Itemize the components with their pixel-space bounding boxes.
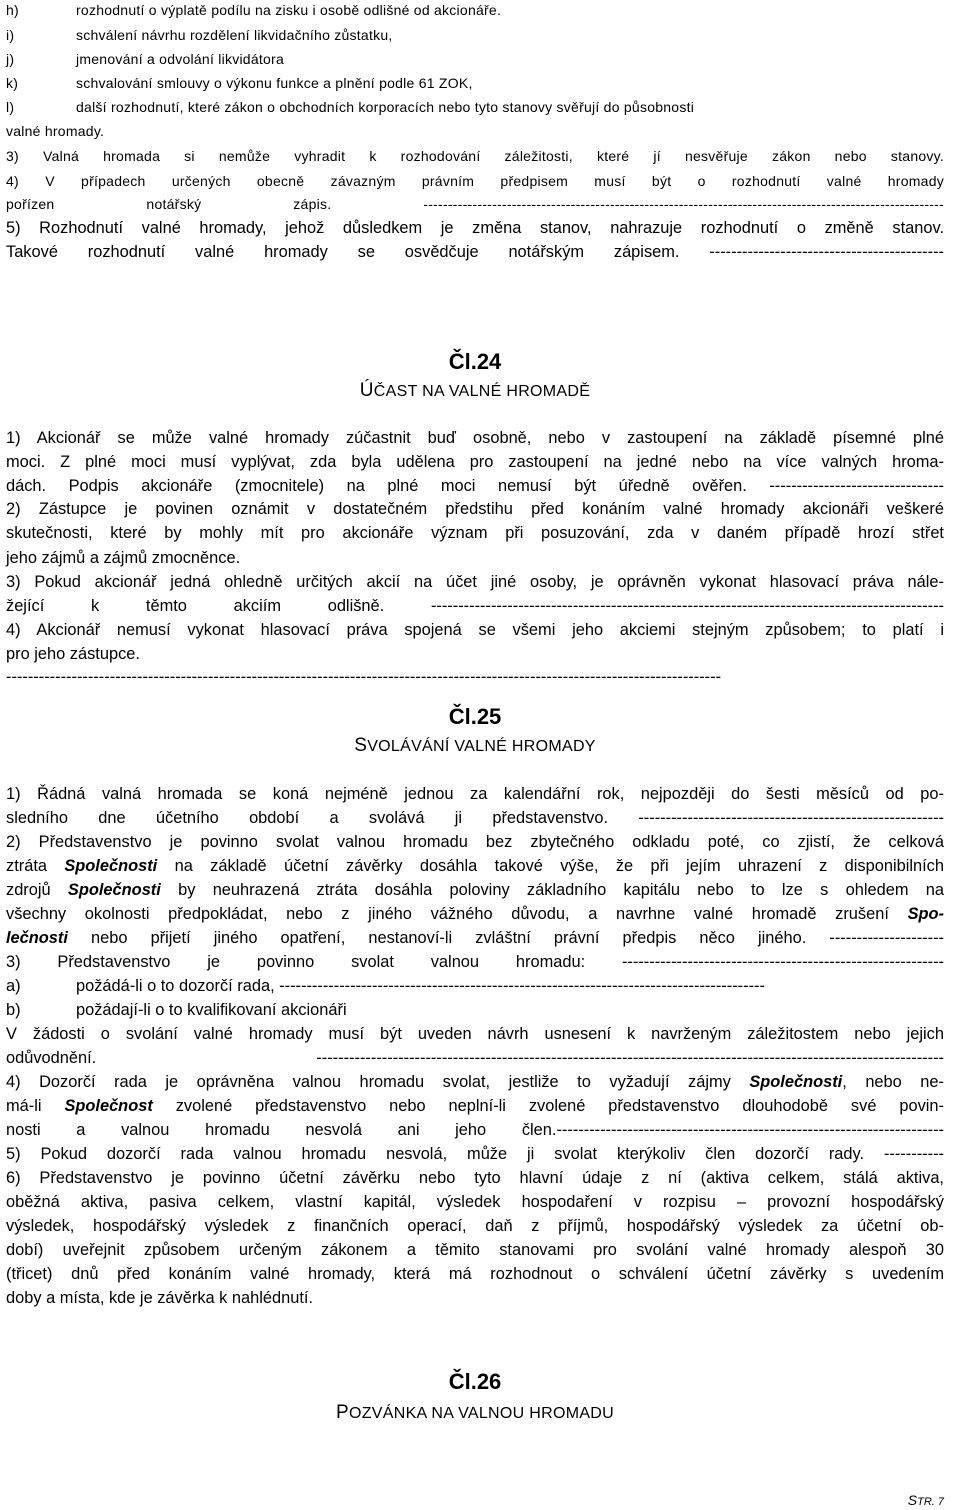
article-24-number: Čl.24 [448, 349, 502, 374]
art25-line-2: sledního dne účetního období a svolává ji představenstvo. -------------------------------------------------------- [6, 809, 944, 827]
list-item-i: i) schválení návrhu rozdělení likvidačního zůstatku, [6, 27, 393, 43]
art25-line-1: 1) Řádná valná hromada se koná nejméně jednou za kalendářní rok, nejpozději do šesti měsíců od po- [6, 785, 944, 803]
art24-separator: ----------------------------------------------------------------------------------------------------------------------------------- [6, 668, 722, 686]
paragraph-5-line-2: Takové rozhodnutí valné hromady se osvědčuje notářským zápisem. ------------------------------------------- [6, 243, 944, 261]
art25-line-19: výsledek, hospodářský výsledek z finančních operací, daň z příjmů, hospodářský výsledek za účetní ob- [6, 1217, 944, 1235]
list-item-k: k) schvalování smlouvy o výkonu funkce a plnění podle 61 ZOK, [6, 75, 473, 91]
art25-line-17: 6) Představenstvo je povinno účetní závěrku nebo tyto hlavní údaje z ní (aktiva celkem, stálá aktiva, [6, 1169, 944, 1187]
art25-line-18: oběžná aktiva, pasiva celkem, vlastní kapitál, výsledek hospodaření v rozpisu – provozní hospodářský [6, 1193, 944, 1211]
article-26-title: POZVÁNKA NA VALNOU HROMADU [335, 1402, 614, 1423]
art25-line-4: ztráta Společnosti na základě účetní závěrky dosáhla takové výše, že při jejím uhrazení z disponibilních [6, 857, 944, 875]
art25-line-12: odůvodnění. ------------------------------------------------------------------------------------------------------------------- [6, 1049, 944, 1067]
art24-line-7: 3) Pokud akcionář jedná ohledně určitých akcií na účet jiné osoby, je oprávněn vykonat hlasovací práva nále- [6, 573, 944, 591]
art25-line-10: b) požádají-li o to kvalifikovaní akcionáři [6, 1001, 347, 1019]
list-item-l-continuation: valné hromady. [6, 123, 105, 139]
art25-line-8: 3) Představenstvo je povinno svolat valnou hromadu: ----------------------------------------------------------- [6, 953, 944, 971]
article-24-title: ÚČAST NA VALNÉ HROMADĚ [359, 380, 591, 401]
art25-line-15: nosti a valnou hromadu nesvolá ani jeho člen.----------------------------------------------------------------------- [6, 1121, 944, 1139]
list-item-j: j) jmenování a odvolání likvidátora [6, 51, 285, 67]
list-item-l: l) další rozhodnutí, které zákon o obchodních korporacích nebo tyto stanovy svěřují do působnosti [6, 99, 695, 115]
art24-line-5: skutečnosti, které by mohly mít pro akcionáře význam při posuzování, zda v daném případě hrozí střet [6, 524, 944, 542]
art25-line-9: a) požádá-li o to dozorčí rada, ----------------------------------------------------------------------------------------- [6, 977, 765, 995]
art24-line-4: 2) Zástupce je povinen oznámit v dostatečném předstihu před konáním valné hromady akcionáři veškeré [6, 500, 944, 518]
art25-line-21: (třicet) dnů před konáním valné hromady, která má rozhodnout o schválení účetní závěrky s uvedením [6, 1265, 944, 1283]
art24-line-2: moci. Z plné moci musí vyplývat, zda byla udělena pro zastoupení na jedné nebo na více valných hroma- [6, 453, 944, 471]
art25-line-6: všechny okolnosti předpokládat, nebo z jiného vážného důvodu, a navrhne valné hromadě zrušení Spo- [6, 905, 944, 923]
paragraph-4-line-1: 4) V případech určených obecně závazným právním předpisem musí být o rozhodnutí valné hromady [6, 173, 944, 189]
art25-line-20: dobí) uveřejnit způsobem určeným zákonem a těmito stanovami pro svolání valné hromady alespoň 30 [6, 1241, 944, 1259]
art24-line-8: žející k těmto akciím odlišně. ---------------------------------------------------------------------------------------------- [6, 597, 944, 615]
art25-line-3: 2) Představenstvo je povinno svolat valnou hromadu bez zbytečného odkladu poté, co zjistí, že celková [6, 833, 944, 851]
paragraph-3: 3) Valná hromada si nemůže vyhradit k rozhodování záležitosti, které jí nesvěřuje zákon nebo stanovy. [6, 148, 944, 164]
art24-line-10: pro jeho zástupce. [6, 645, 140, 663]
art25-line-16: 5) Pokud dozorčí rada valnou hromadu nesvolá, může ji svolat kterýkoliv člen dozorčí rady. ----------- [6, 1145, 944, 1163]
article-25-title: SVOLÁVÁNÍ VALNÉ HROMADY [354, 735, 596, 756]
art25-line-7: lečnosti nebo přijetí jiného opatření, nestanoví-li zvláštní právní předpis něco jiného. --------------------- [6, 929, 944, 947]
art25-line-22: doby a místa, kde je závěrka k nahlédnutí. [6, 1289, 314, 1307]
art24-line-1: 1) Akcionář se může valné hromady zúčastnit buď osobně, nebo v zastoupení na základě písemné plné [6, 429, 944, 447]
paragraph-5-line-1: 5) Rozhodnutí valné hromady, jehož důsledkem je změna stanov, nahrazuje rozhodnutí o změně stanov. [6, 219, 944, 237]
art25-line-14: má-li Společnost zvolené představenstvo nebo neplní-li zvolené představenstvo dlouhodobě své povin- [6, 1097, 944, 1115]
art24-line-6: jeho zájmů a zájmů zmocněnce. [6, 549, 241, 567]
article-25-number: Čl.25 [448, 704, 502, 729]
list-item-h: h) rozhodnutí o výplatě podílu na zisku i osobě odlišné od akcionáře. [6, 2, 502, 18]
art24-line-3: dách. Podpis akcionáře (zmocnitele) na plné moci nemusí být úředně ověřen. -------------------------------- [6, 477, 944, 495]
art25-line-5: zdrojů Společnosti by neuhrazená ztráta dosáhla poloviny základního kapitálu nebo to lze s ohledem na [6, 881, 944, 899]
article-26-number: Čl.26 [448, 1369, 502, 1394]
paragraph-4-line-2: pořízen notářský zápis. ---------------------------------------------------------------------------------------------------------- [6, 196, 944, 212]
page-number: STR. 7 [907, 1492, 944, 1508]
art24-line-9: 4) Akcionář nemusí vykonat hlasovací práva spojená se všemi jeho akciemi stejným způsobem; to platí i [6, 621, 944, 639]
art25-line-11: V žádosti o svolání valné hromady musí být uveden návrh usnesení k navrženým záležitostem nebo jejich [6, 1025, 944, 1043]
art25-line-13: 4) Dozorčí rada je oprávněna valnou hromadu svolat, jestliže to vyžadují zájmy Společnosti, nebo ne- [6, 1073, 944, 1091]
